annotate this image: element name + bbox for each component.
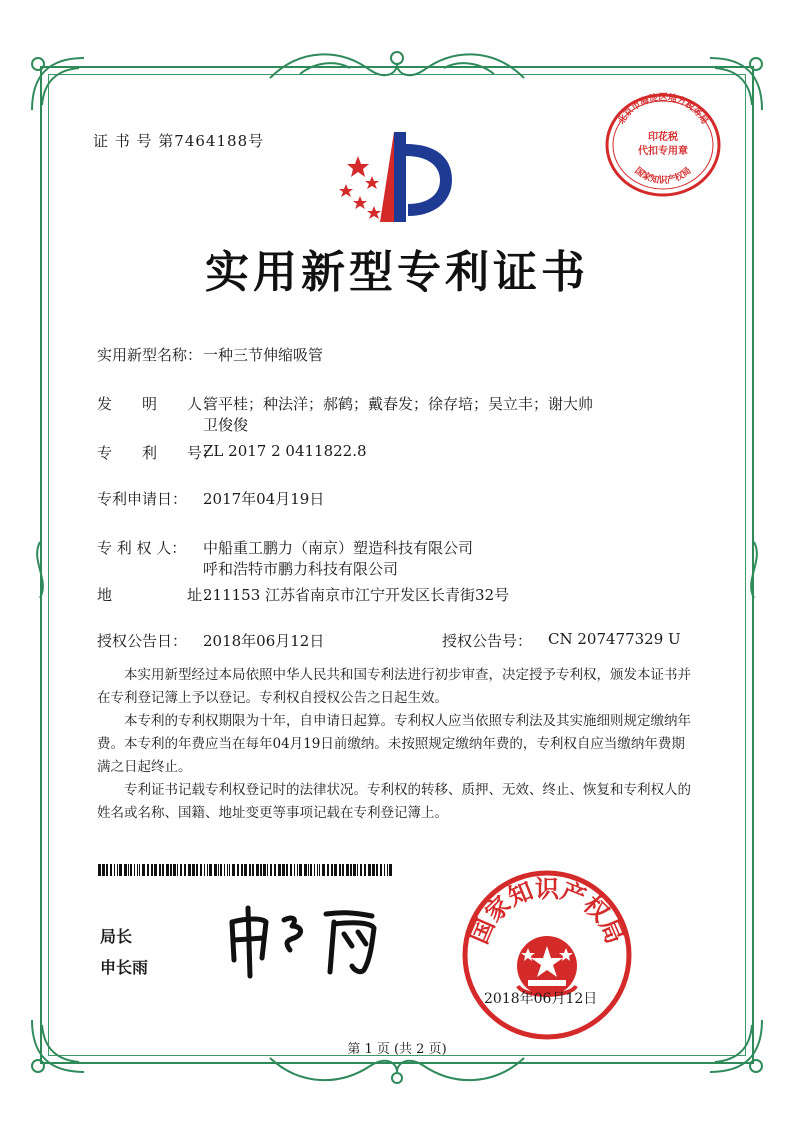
barcode-bar: [188, 864, 191, 876]
barcode-bar: [244, 864, 247, 876]
announce-date-value: 2018年06月12日: [203, 632, 325, 650]
patent-number-value: ZL 2017 2 0411822.8: [203, 442, 367, 460]
patent-office-logo: [336, 126, 456, 230]
legal-text: [97, 664, 697, 825]
barcode-bar: [170, 864, 172, 876]
barcode-bar: [154, 864, 157, 876]
inventor-line-1: 管平桂；种法洋；郝鹤；戴春发；徐存培；吴立丰；谢大帅: [203, 395, 594, 413]
barcode-bar: [98, 864, 101, 876]
director-name: 申长雨: [100, 958, 149, 977]
corner-ornament-tl: [24, 50, 94, 120]
barcode-bar: [389, 864, 392, 876]
barcode-bar: [353, 864, 356, 876]
barcode-bar: [364, 864, 366, 876]
barcode-bar: [308, 864, 309, 876]
barcode-bar: [357, 864, 358, 876]
svg-text:国家知识产权局: [633, 164, 694, 186]
barcode-bar: [274, 864, 276, 876]
barcode-bar: [350, 864, 352, 876]
barcode-bar: [270, 864, 272, 876]
certificate-title: 实用新型专利证书: [205, 247, 589, 298]
barcode-bar: [237, 864, 239, 876]
address-label: 地 址：: [97, 586, 218, 604]
barcode-bar: [282, 864, 285, 876]
owner-line-1: 中船重工鹏力（南京）塑造科技有限公司: [203, 539, 474, 557]
barcode-bar: [267, 864, 268, 876]
tax-stamp-bottom-text: 国家知识产权局: [632, 166, 694, 187]
tax-stamp-center-1: 印花税: [648, 132, 678, 143]
filing-date-value: 2017年04月19日: [203, 490, 325, 508]
barcode-bar: [384, 864, 385, 876]
barcode-bar: [137, 864, 138, 876]
barcode-bar: [177, 864, 178, 876]
barcode-bar: [227, 864, 228, 876]
barcode-bar: [322, 864, 325, 876]
barcode-bar: [184, 864, 186, 876]
barcode-bar: [260, 864, 262, 876]
barcode-bar: [319, 864, 320, 876]
barcode-bar: [278, 864, 281, 876]
barcode-bar: [372, 864, 375, 876]
barcode-bar: [218, 864, 219, 876]
barcode-bar: [232, 864, 235, 876]
barcode-bar: [134, 864, 135, 876]
barcode-bar: [299, 864, 302, 876]
name-label: 实用新型名称：: [97, 346, 203, 364]
barcode-bar: [192, 864, 195, 876]
barcode-bar: [297, 864, 298, 876]
barcode-bar: [209, 864, 212, 876]
tax-stamp-center-2: 代扣专用章: [638, 146, 688, 157]
barcode-bar: [128, 864, 129, 876]
barcode-bar: [214, 864, 217, 876]
tax-stamp-ring-text: 北京市海淀区地方税务局: [616, 93, 710, 127]
barcode-bar: [207, 864, 208, 876]
barcode-bar: [346, 864, 349, 876]
barcode-bar: [380, 864, 382, 876]
barcode-bar: [249, 864, 251, 876]
paragraph-3: 专利证书记载专利权登记时的法律状况。专利权的转移、质押、无效、终止、恢复和专利权人的姓名或名称、国籍、地址变更等事项记载在专利登记簿上。: [97, 782, 691, 821]
seal-text: 国家知识产权局: [465, 874, 629, 948]
issue-date: 2018年06月12日: [484, 991, 598, 1007]
barcode-bar: [102, 864, 105, 876]
address-value: 211153 江苏省南京市江宁开发区长青街32号: [203, 586, 510, 604]
barcode-bar: [166, 864, 169, 876]
barcode-bar: [110, 864, 112, 876]
barcode-bar: [180, 864, 182, 876]
side-ornament-right: [742, 540, 766, 600]
barcode-bar: [142, 864, 145, 876]
barcode-bar: [252, 864, 254, 876]
barcode-bar: [229, 864, 230, 876]
barcode-bar: [360, 864, 362, 876]
barcode-bar: [147, 864, 149, 876]
barcode-bar: [334, 864, 337, 876]
page-number: 第 1 页 (共 2 页): [347, 1042, 447, 1057]
side-ornament-left: [28, 540, 52, 600]
official-seal: [458, 866, 636, 1044]
barcode-bar: [263, 864, 266, 876]
barcode-bar: [220, 864, 222, 876]
barcode-bar: [130, 864, 132, 876]
barcode-bar: [162, 864, 164, 876]
owner-label: 专 利 权 人：: [97, 539, 187, 557]
barcode-bar: [204, 864, 205, 876]
barcode-bar: [290, 864, 292, 876]
barcode-bar: [241, 864, 243, 876]
name-value: 一种三节伸缩吸管: [203, 346, 324, 364]
barcode-bar: [124, 864, 127, 876]
filing-date-label: 专利申请日：: [97, 490, 188, 508]
barcode-bar: [327, 864, 329, 876]
director-title: 局长: [100, 927, 133, 946]
barcode-bar: [342, 864, 344, 876]
announce-number-label: 授权公告号：: [442, 632, 533, 650]
paragraph-2: 本专利的专利权期限为十年，自申请日起算。专利权人应当依照专利法及其实施细则规定缴纳年费。本专利的年费应当在每年04月19日前缴纳。未按照规定缴纳年费的，专利权自应当缴纳年费期满之日起终止。: [97, 713, 691, 775]
barcode-bar: [117, 864, 118, 876]
director-signature: [222, 900, 402, 980]
barcode-bar: [256, 864, 259, 876]
barcode-bar: [106, 864, 108, 876]
barcode-bar: [286, 864, 288, 876]
barcode-bar: [159, 864, 161, 876]
barcode-bar: [317, 864, 318, 876]
barcode-bar: [119, 864, 122, 876]
announce-number-value: CN 207477329 U: [548, 630, 681, 648]
tax-stamp: [602, 90, 724, 200]
inventor-label: 发 明 人：: [97, 395, 218, 413]
inventor-line-2: 卫俊俊: [203, 416, 249, 434]
barcode: [98, 864, 398, 876]
barcode-bar: [196, 864, 198, 876]
paragraph-1: 本实用新型经过本局依照中华人民共和国专利法进行初步审查，决定授予专利权，颁发本证书并在专利登记簿上予以登记。专利权自授权公告之日起生效。: [97, 667, 691, 706]
barcode-bar: [368, 864, 371, 876]
barcode-bar: [304, 864, 307, 876]
barcode-bar: [376, 864, 378, 876]
certificate-number: 证 书 号 第7464188号: [93, 132, 265, 150]
barcode-bar: [310, 864, 312, 876]
announce-date-label: 授权公告日：: [97, 632, 188, 650]
barcode-bar: [151, 864, 153, 876]
barcode-bar: [200, 864, 202, 876]
barcode-bar: [224, 864, 225, 876]
owner-line-2: 呼和浩特市鹏力科技有限公司: [203, 560, 399, 578]
patent-number-label: 专 利 号：: [97, 444, 218, 462]
barcode-bar: [339, 864, 341, 876]
barcode-bar: [139, 864, 140, 876]
barcode-bar: [114, 864, 115, 876]
barcode-bar: [173, 864, 176, 876]
barcode-bar: [314, 864, 315, 876]
barcode-bar: [294, 864, 295, 876]
svg-text:北京市海淀区地方税务局: [615, 91, 710, 126]
top-ornament: [260, 44, 534, 88]
barcode-bar: [387, 864, 388, 876]
barcode-bar: [331, 864, 333, 876]
